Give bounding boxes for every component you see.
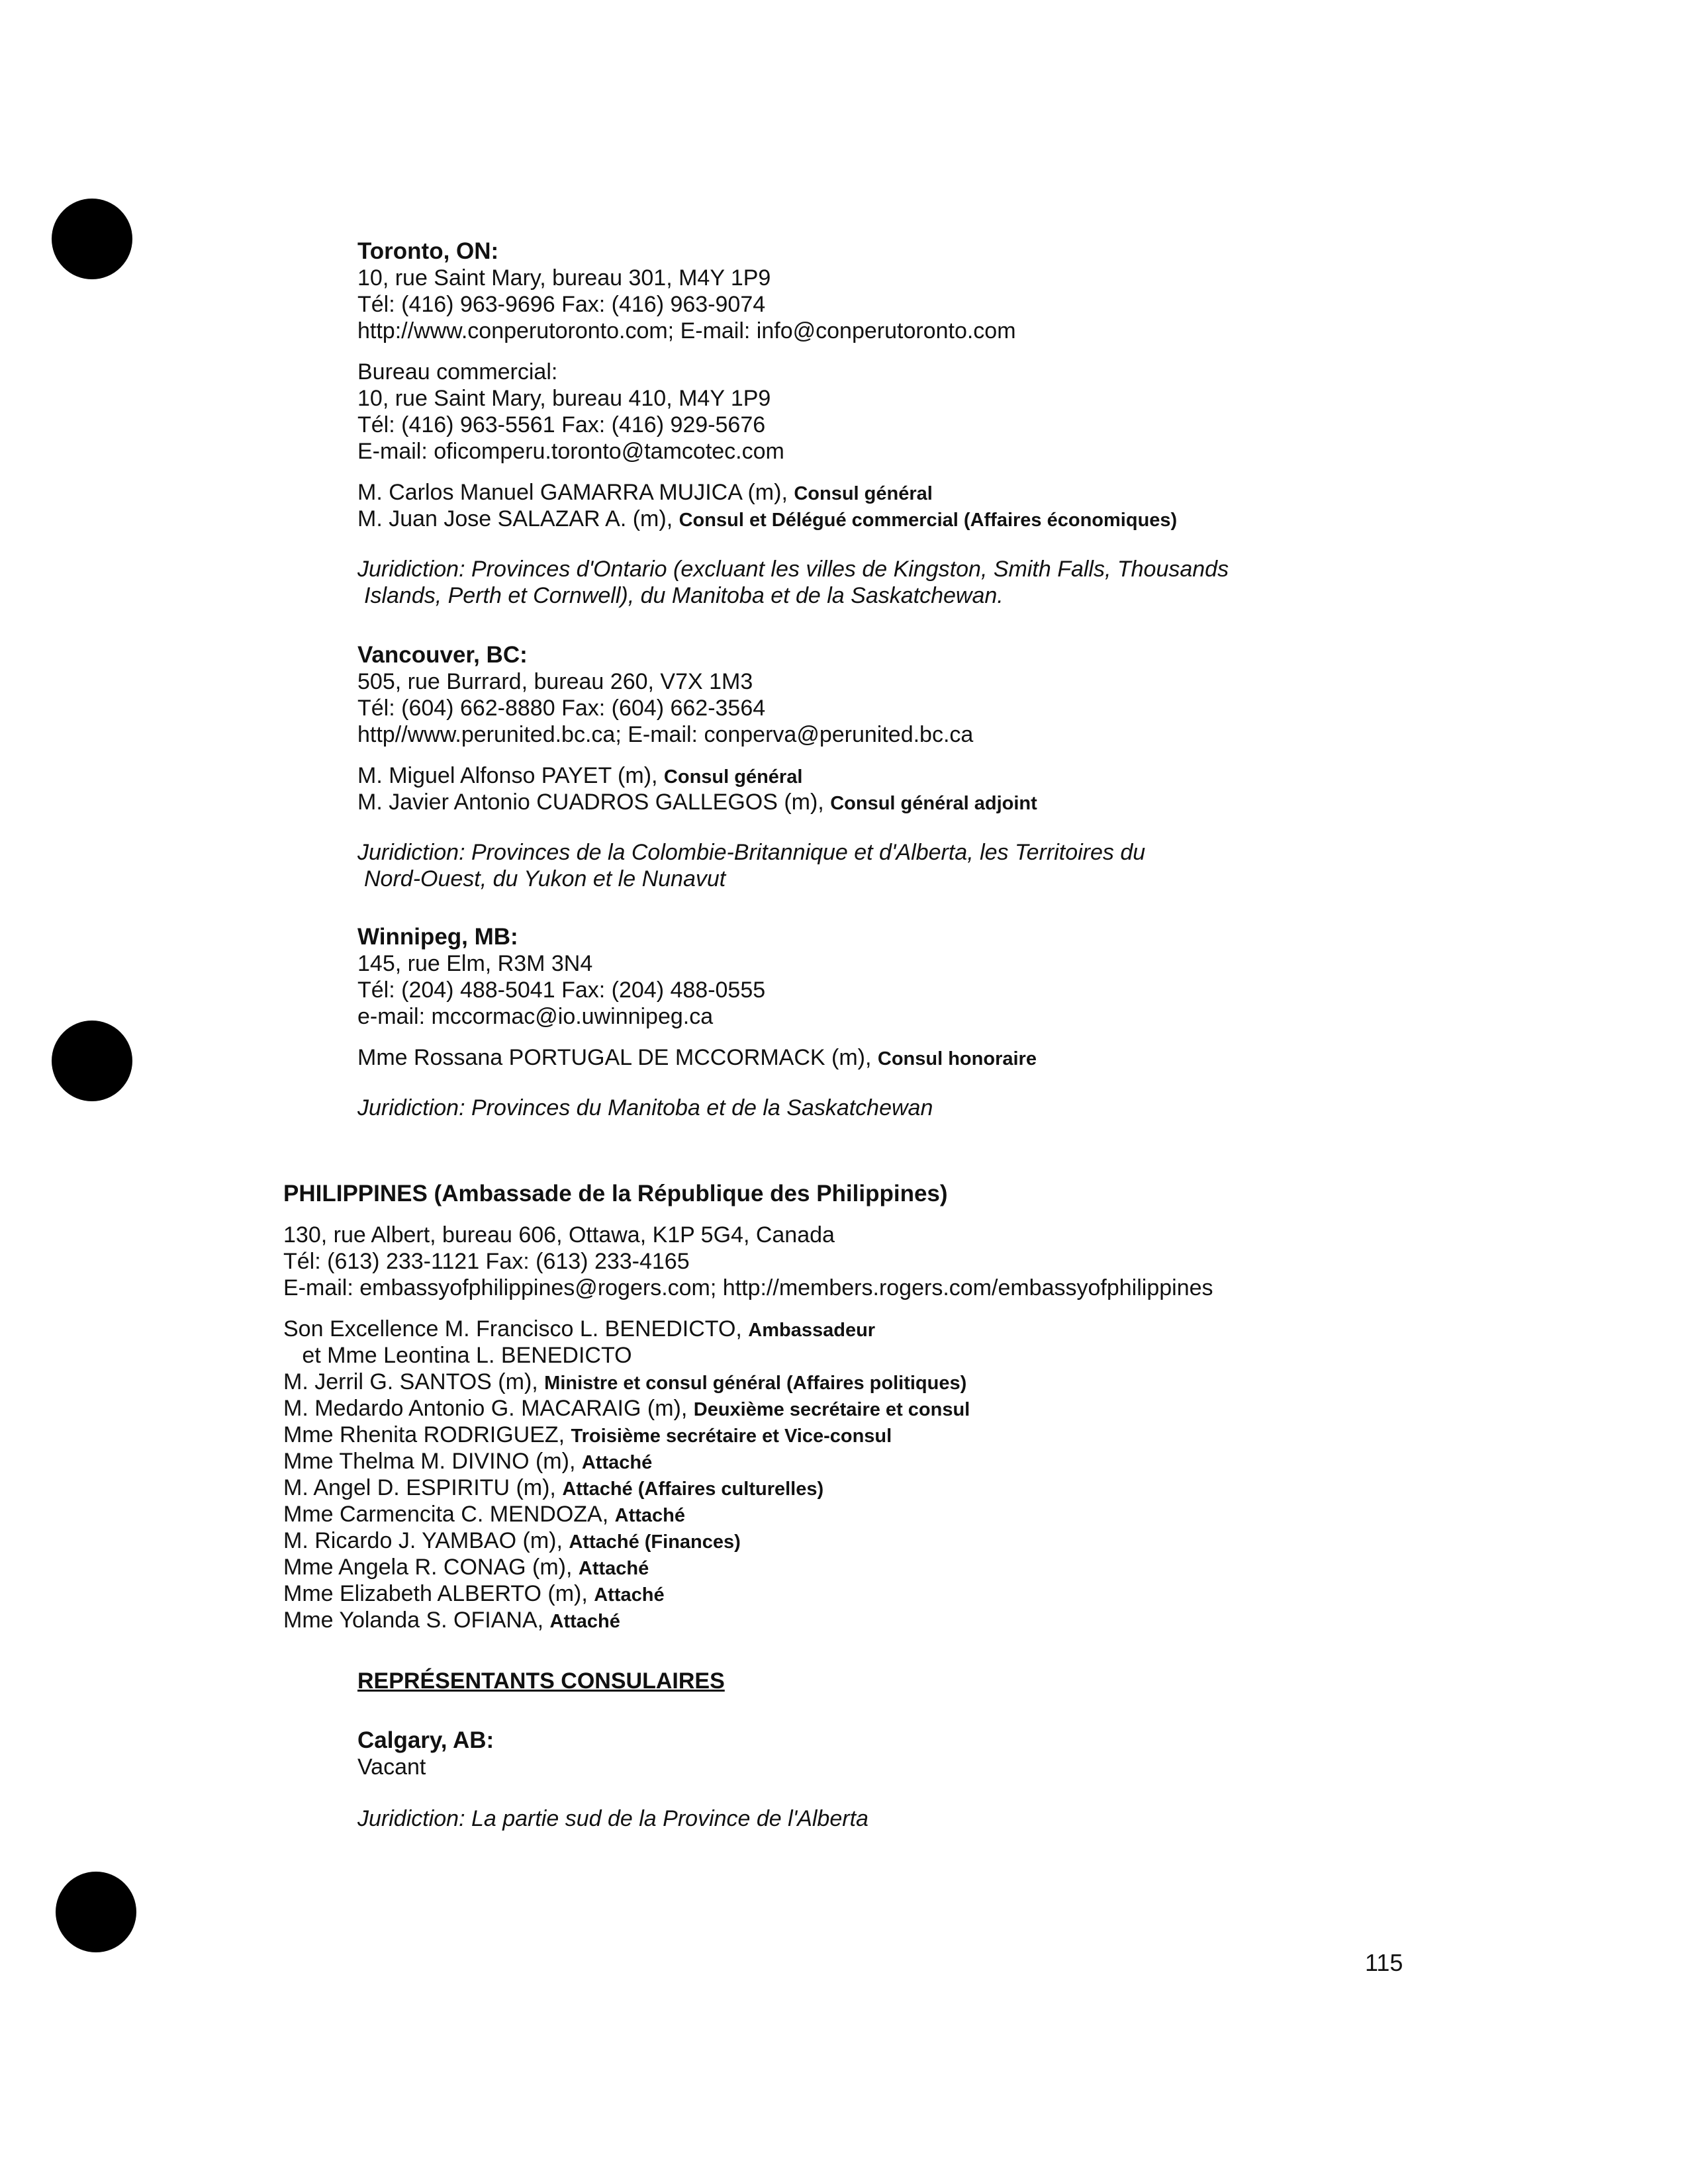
- winnipeg-phone: Tél: (204) 488-5041 Fax: (204) 488-0555: [357, 978, 766, 1003]
- staff-name: Mme Rossana PORTUGAL DE MCCORMACK (m),: [357, 1045, 878, 1070]
- punch-hole-top: [52, 199, 132, 279]
- toronto-commercial-label: Bureau commercial:: [357, 359, 558, 385]
- staff-title: Ministre et consul général (Affaires politiques): [544, 1373, 967, 1394]
- staff-name: M. Juan Jose SALAZAR A. (m),: [357, 506, 679, 531]
- vancouver-jurisdiction-cont: Nord-Ouest, du Yukon et le Nunavut: [364, 866, 726, 891]
- staff-name: M. Angel D. ESPIRITU (m),: [283, 1475, 563, 1500]
- philippines-staff-row: [283, 1501, 685, 1529]
- philippines-staff-row: [283, 1342, 632, 1370]
- calgary-jurisdiction: Juridiction: La partie sud de la Province de l'Alberta: [357, 1806, 868, 1831]
- toronto-web: http://www.conperutoronto.com; E-mail: info@conperutoronto.com: [357, 318, 1016, 343]
- punch-hole-middle: [52, 1021, 132, 1101]
- staff-name: M. Ricardo J. YAMBAO (m),: [283, 1528, 569, 1553]
- philippines-staff-row: [283, 1448, 652, 1476]
- philippines-address: 130, rue Albert, bureau 606, Ottawa, K1P 5G4, Canada: [283, 1222, 835, 1248]
- philippines-heading: PHILIPPINES (Ambassade de la République des Philippines): [283, 1181, 948, 1206]
- staff-name: M. Javier Antonio CUADROS GALLEGOS (m),: [357, 790, 831, 815]
- philippines-staff-row: [283, 1580, 665, 1608]
- staff-name: M. Medardo Antonio G. MACARAIG (m),: [283, 1396, 694, 1421]
- staff-name: Son Excellence M. Francisco L. BENEDICTO,: [283, 1316, 749, 1342]
- toronto-commercial-phone: Tél: (416) 963-5561 Fax: (416) 929-5676: [357, 412, 766, 437]
- representatives-heading: REPRÉSENTANTS CONSULAIRES: [357, 1668, 725, 1694]
- staff-title: Consul général adjoint: [830, 793, 1037, 814]
- winnipeg-address: 145, rue Elm, R3M 3N4: [357, 951, 593, 976]
- philippines-phone: Tél: (613) 233-1121 Fax: (613) 233-4165: [283, 1249, 690, 1274]
- philippines-staff-row: [283, 1316, 875, 1343]
- staff-title: Attaché: [581, 1452, 653, 1473]
- staff-title: Attaché: [594, 1584, 665, 1606]
- staff-name: M. Jerril G. SANTOS (m),: [283, 1369, 545, 1394]
- vancouver-staff-row: [357, 789, 1037, 817]
- winnipeg-jurisdiction: Juridiction: Provinces du Manitoba et de la Saskatchewan: [357, 1095, 933, 1120]
- vancouver-address: 505, rue Burrard, bureau 260, V7X 1M3: [357, 669, 753, 694]
- philippines-staff-row: [283, 1422, 892, 1449]
- philippines-staff-row: [283, 1475, 823, 1502]
- vancouver-staff-row: [357, 762, 802, 790]
- staff-title: Consul et Délégué commercial (Affaires économiques): [679, 510, 1178, 531]
- staff-title: Consul général: [663, 766, 803, 788]
- vancouver-jurisdiction: Juridiction: Provinces de la Colombie-Britannique et d'Alberta, les Territoires du: [357, 840, 1146, 865]
- page-number: 115: [1365, 1949, 1403, 1976]
- toronto-commercial-email: E-mail: oficomperu.toronto@tamcotec.com: [357, 439, 784, 464]
- staff-name: et Mme Leontina L. BENEDICTO: [283, 1343, 632, 1368]
- toronto-commercial-address: 10, rue Saint Mary, bureau 410, M4Y 1P9: [357, 386, 771, 411]
- vancouver-web: http//www.perunited.bc.ca; E-mail: conperva@perunited.bc.ca: [357, 722, 974, 747]
- staff-title: Attaché (Affaires culturelles): [562, 1479, 824, 1500]
- winnipeg-email: e-mail: mccormac@io.uwinnipeg.ca: [357, 1004, 714, 1029]
- staff-title: Ambassadeur: [748, 1320, 876, 1341]
- staff-title: Attaché: [614, 1505, 685, 1526]
- staff-name: Mme Elizabeth ALBERTO (m),: [283, 1581, 594, 1606]
- winnipeg-staff-row: [357, 1044, 1037, 1072]
- toronto-address: 10, rue Saint Mary, bureau 301, M4Y 1P9: [357, 265, 771, 291]
- philippines-staff-row: [283, 1554, 649, 1582]
- staff-name: M. Carlos Manuel GAMARRA MUJICA (m),: [357, 480, 794, 505]
- staff-name: Mme Thelma M. DIVINO (m),: [283, 1449, 582, 1474]
- philippines-email: E-mail: embassyofphilippines@rogers.com; http://members.rogers.com/embassyofphilippines: [283, 1275, 1213, 1300]
- staff-title: Attaché (Finances): [569, 1531, 741, 1553]
- winnipeg-heading: Winnipeg, MB:: [357, 924, 518, 950]
- vancouver-heading: Vancouver, BC:: [357, 642, 528, 668]
- staff-name: M. Miguel Alfonso PAYET (m),: [357, 763, 664, 788]
- philippines-staff-row: [283, 1527, 741, 1555]
- staff-title: Consul honoraire: [877, 1048, 1037, 1069]
- punch-hole-bottom: [56, 1872, 136, 1952]
- staff-title: Consul général: [794, 483, 933, 504]
- staff-title: Attaché: [549, 1611, 620, 1632]
- toronto-staff-row: [357, 479, 933, 507]
- toronto-phone: Tél: (416) 963-9696 Fax: (416) 963-9074: [357, 292, 766, 317]
- calgary-status: Vacant: [357, 1754, 426, 1780]
- staff-title: Deuxième secrétaire et consul: [693, 1399, 970, 1420]
- toronto-jurisdiction-cont: Islands, Perth et Cornwell), du Manitoba et de la Saskatchewan.: [364, 583, 1004, 608]
- staff-title: Attaché: [578, 1558, 649, 1579]
- staff-name: Mme Yolanda S. OFIANA,: [283, 1608, 550, 1633]
- staff-name: Mme Rhenita RODRIGUEZ,: [283, 1422, 571, 1447]
- toronto-jurisdiction: Juridiction: Provinces d'Ontario (excluant les villes de Kingston, Smith Falls, Thousands: [357, 557, 1229, 582]
- toronto-heading: Toronto, ON:: [357, 238, 499, 264]
- staff-name: Mme Carmencita C. MENDOZA,: [283, 1502, 615, 1527]
- staff-name: Mme Angela R. CONAG (m),: [283, 1555, 579, 1580]
- toronto-staff-row: [357, 506, 1177, 533]
- vancouver-phone: Tél: (604) 662-8880 Fax: (604) 662-3564: [357, 696, 766, 721]
- philippines-staff-row: [283, 1395, 970, 1423]
- philippines-staff-row: [283, 1607, 620, 1635]
- staff-title: Troisième secrétaire et Vice-consul: [571, 1426, 892, 1447]
- philippines-staff-row: [283, 1369, 966, 1396]
- calgary-heading: Calgary, AB:: [357, 1727, 494, 1753]
